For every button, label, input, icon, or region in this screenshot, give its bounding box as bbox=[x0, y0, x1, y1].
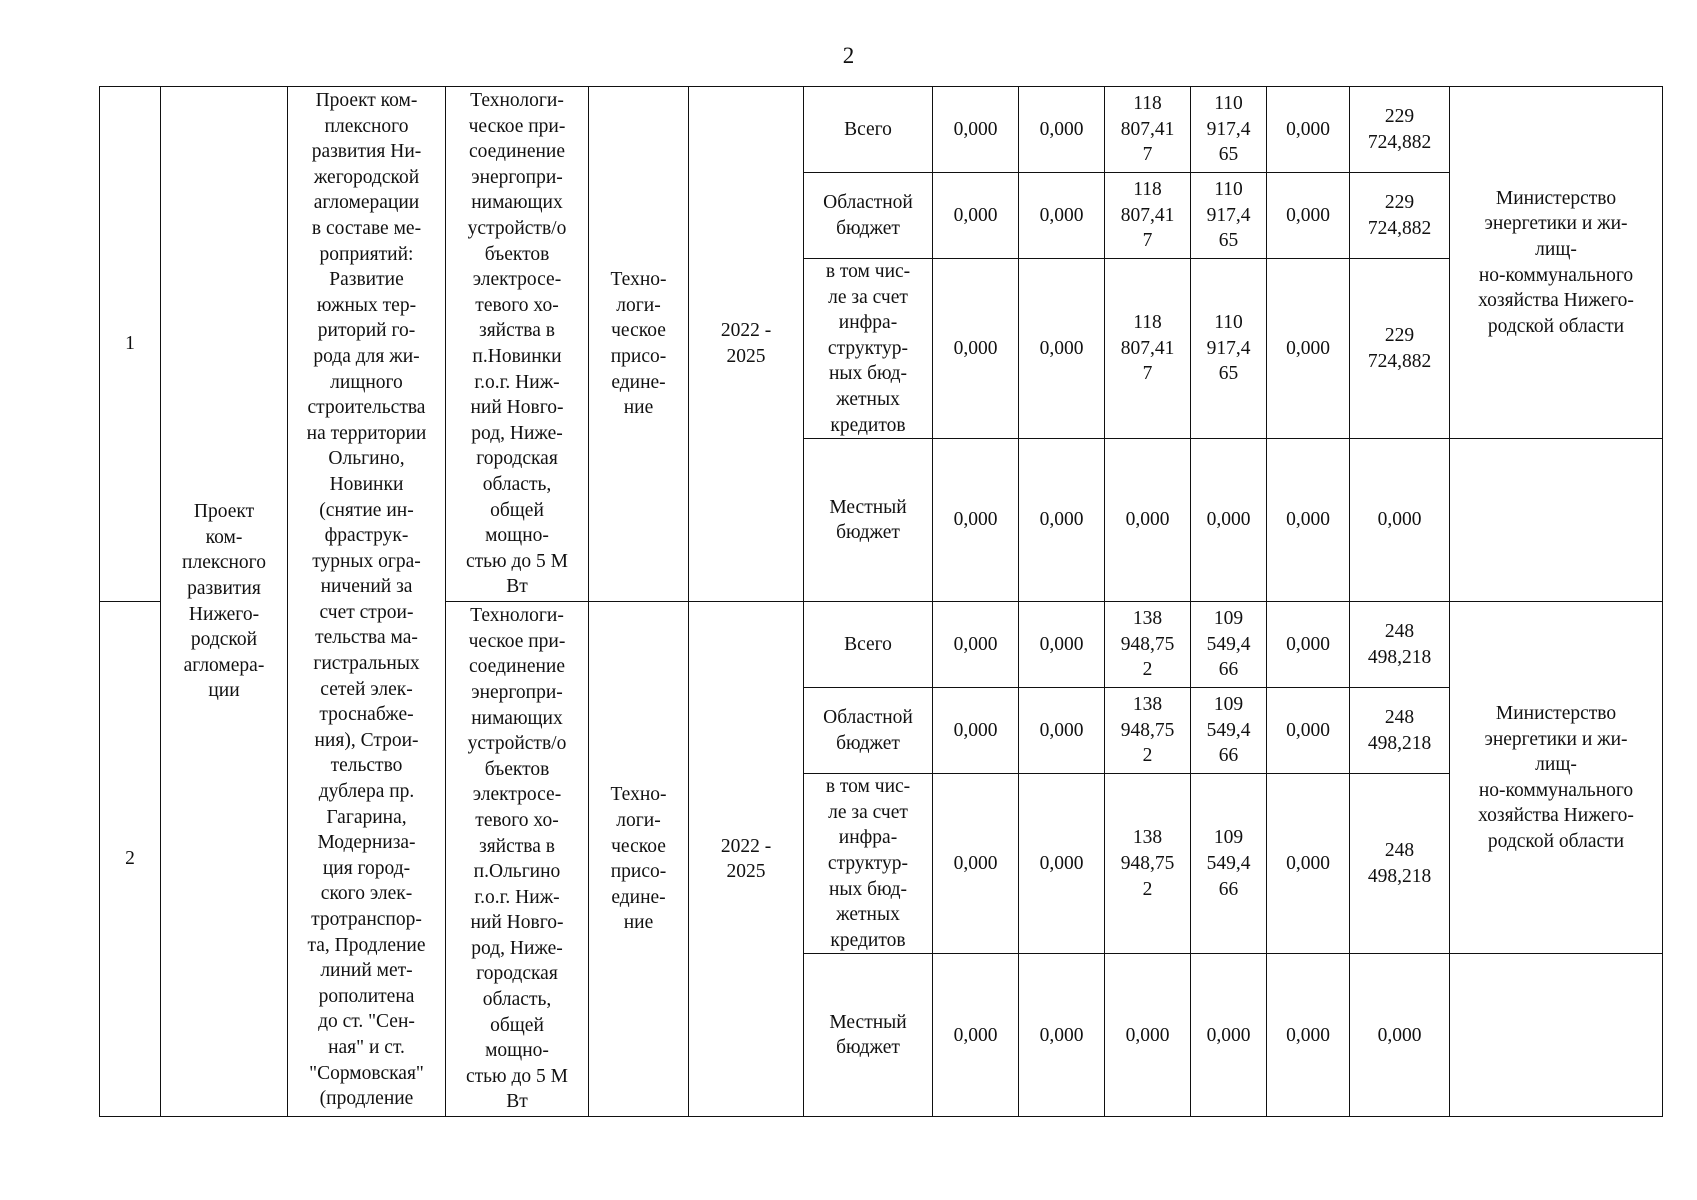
funding-source: Всего bbox=[804, 87, 933, 173]
value-cell: 138 948,75 2 bbox=[1105, 774, 1191, 954]
funding-source: Областной бюджет bbox=[804, 688, 933, 774]
funding-source: Местный бюджет bbox=[804, 954, 933, 1117]
value-cell: 0,000 bbox=[1019, 774, 1105, 954]
value-cell: 0,000 bbox=[933, 439, 1019, 602]
value-cell: 0,000 bbox=[1019, 259, 1105, 439]
value-cell: 110 917,4 65 bbox=[1191, 87, 1267, 173]
executor-cell: Министерство энергетики и жи- лищ- но-коммунального хозяйства Нижего- родской области bbox=[1450, 602, 1663, 954]
value-cell: 0,000 bbox=[1019, 87, 1105, 173]
value-cell: 0,000 bbox=[933, 259, 1019, 439]
value-cell: 0,000 bbox=[1105, 439, 1191, 602]
value-cell: 0,000 bbox=[1267, 259, 1350, 439]
total-cell: 0,000 bbox=[1350, 439, 1450, 602]
value-cell: 0,000 bbox=[1267, 954, 1350, 1117]
value-cell: 0,000 bbox=[1191, 439, 1267, 602]
funding-source: в том чис- ле за счет инфра- структур- ных бюд- жетных кредитов bbox=[804, 259, 933, 439]
project-description-cell: Проект ком- плексного развития Ни- жегородской агломерации в составе ме- роприятий: Развитие южных тер- риторий го- рода для жи- лищного строительства на территории Ольгино, Новинки (снятие ин- фраструк- турных огра- ничений за счет строи- тельства ма- гистральных сетей элек- троснабже- ния), Строи- тельство дублера пр. Гагарина, Модерниза- ция город- ского элек- тротранспор- та, Продление линий мет- рополитена до ст. "Сен- ная" и ст. "Сормовская" (продление bbox=[288, 87, 446, 1117]
value-cell: 0,000 bbox=[1019, 439, 1105, 602]
total-cell: 229 724,882 bbox=[1350, 87, 1450, 173]
total-cell: 248 498,218 bbox=[1350, 602, 1450, 688]
total-cell: 248 498,218 bbox=[1350, 688, 1450, 774]
total-cell: 248 498,218 bbox=[1350, 774, 1450, 954]
value-cell: 138 948,75 2 bbox=[1105, 602, 1191, 688]
value-cell: 0,000 bbox=[1267, 173, 1350, 259]
value-cell: 110 917,4 65 bbox=[1191, 173, 1267, 259]
object-cell: Технологи- ческое при- соединение энергопри- нимающих устройств/о бъектов электросе- тевого хо- зяйства в п.Ольгино г.о.г. Ниж- ний Новго- род, Ниже- городская область, общей мощно- стью до 5 М Вт bbox=[446, 602, 589, 1117]
value-cell: 0,000 bbox=[1191, 954, 1267, 1117]
row-number: 2 bbox=[100, 602, 161, 1117]
program-table bbox=[99, 86, 1663, 1117]
total-cell: 229 724,882 bbox=[1350, 259, 1450, 439]
funding-source: в том чис- ле за счет инфра- структур- ных бюд- жетных кредитов bbox=[804, 774, 933, 954]
value-cell: 0,000 bbox=[1267, 87, 1350, 173]
value-cell: 0,000 bbox=[1019, 688, 1105, 774]
period-cell: 2022 - 2025 bbox=[689, 87, 804, 602]
value-cell: 0,000 bbox=[1019, 173, 1105, 259]
value-cell: 118 807,41 7 bbox=[1105, 259, 1191, 439]
executor-cell-empty bbox=[1450, 954, 1663, 1117]
value-cell: 109 549,4 66 bbox=[1191, 602, 1267, 688]
value-cell: 0,000 bbox=[933, 87, 1019, 173]
value-cell: 109 549,4 66 bbox=[1191, 688, 1267, 774]
work-type-cell: Техно- логи- ческое присо- едине- ние bbox=[589, 87, 689, 602]
value-cell: 118 807,41 7 bbox=[1105, 173, 1191, 259]
value-cell: 138 948,75 2 bbox=[1105, 688, 1191, 774]
table-row bbox=[100, 87, 1663, 173]
funding-source: Областной бюджет bbox=[804, 173, 933, 259]
value-cell: 0,000 bbox=[1105, 954, 1191, 1117]
value-cell: 0,000 bbox=[933, 954, 1019, 1117]
page-number: 2 bbox=[842, 43, 855, 68]
project-name-cell: Проект ком- плексного развития Нижего- родской агломера- ции bbox=[161, 87, 288, 1117]
row-number: 1 bbox=[100, 87, 161, 602]
value-cell: 110 917,4 65 bbox=[1191, 259, 1267, 439]
value-cell: 0,000 bbox=[933, 602, 1019, 688]
value-cell: 0,000 bbox=[1019, 954, 1105, 1117]
executor-cell: Министерство энергетики и жи- лищ- но-коммунального хозяйства Нижего- родской области bbox=[1450, 87, 1663, 439]
object-cell: Технологи- ческое при- соединение энергопри- нимающих устройств/о бъектов электросе- тевого хо- зяйства в п.Новинки г.о.г. Ниж- ний Новго- род, Ниже- городская область, общей мощно- стью до 5 М Вт bbox=[446, 87, 589, 602]
value-cell: 0,000 bbox=[1019, 602, 1105, 688]
value-cell: 0,000 bbox=[1267, 602, 1350, 688]
value-cell: 0,000 bbox=[933, 173, 1019, 259]
value-cell: 118 807,41 7 bbox=[1105, 87, 1191, 173]
value-cell: 0,000 bbox=[1267, 774, 1350, 954]
value-cell: 0,000 bbox=[933, 688, 1019, 774]
funding-source: Местный бюджет bbox=[804, 439, 933, 602]
total-cell: 229 724,882 bbox=[1350, 173, 1450, 259]
work-type-cell: Техно- логи- ческое присо- едине- ние bbox=[589, 602, 689, 1117]
total-cell: 0,000 bbox=[1350, 954, 1450, 1117]
value-cell: 109 549,4 66 bbox=[1191, 774, 1267, 954]
value-cell: 0,000 bbox=[1267, 439, 1350, 602]
period-cell: 2022 - 2025 bbox=[689, 602, 804, 1117]
funding-source: Всего bbox=[804, 602, 933, 688]
value-cell: 0,000 bbox=[933, 774, 1019, 954]
value-cell: 0,000 bbox=[1267, 688, 1350, 774]
executor-cell-empty bbox=[1450, 439, 1663, 602]
